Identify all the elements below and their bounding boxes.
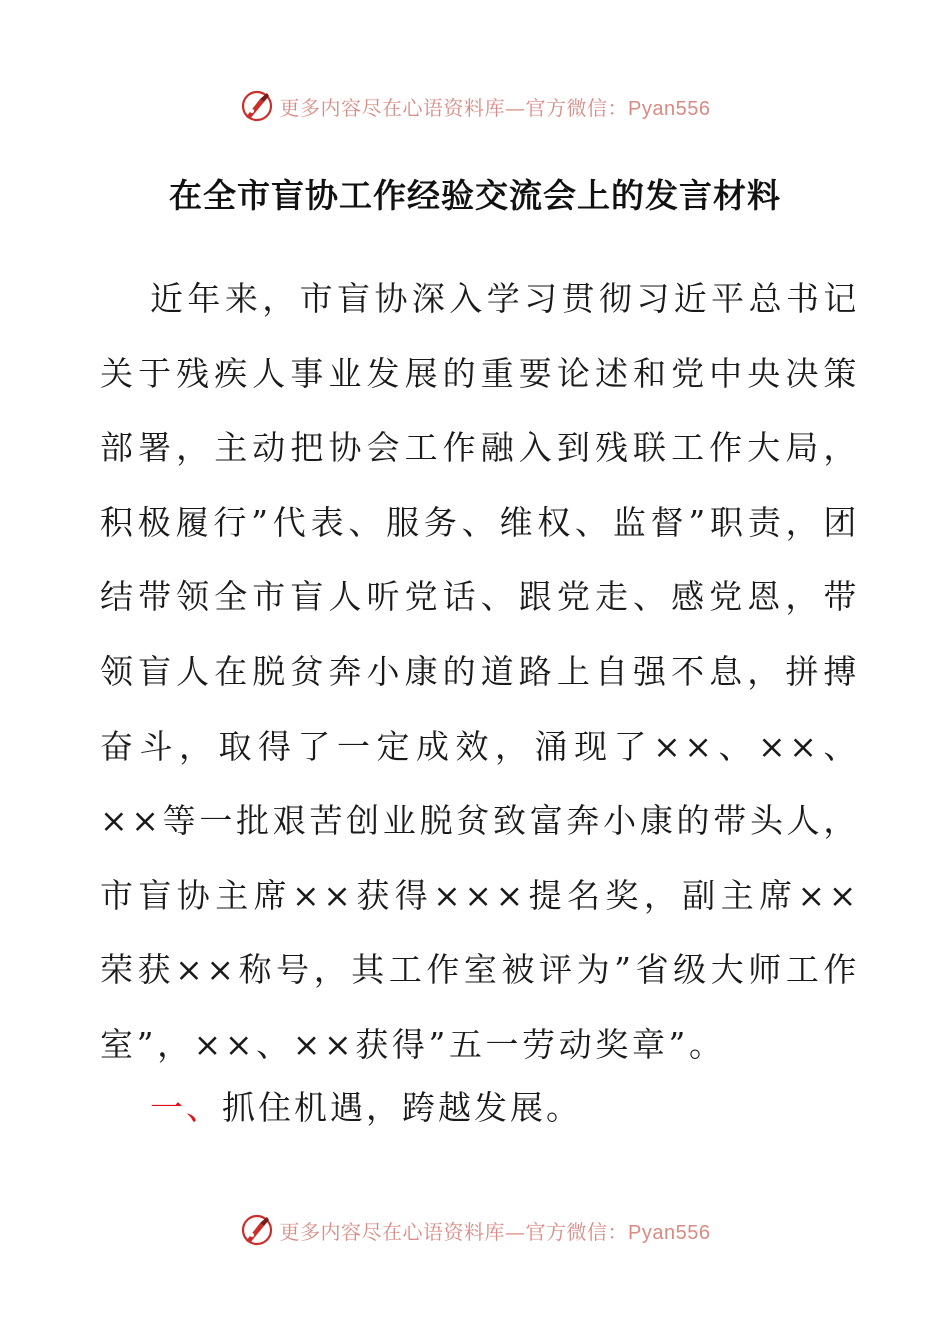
pen-logo-icon [240, 89, 274, 123]
watermark-text: 更多内容尽在心语资料库—官方微信：Pyan556 [279, 1219, 711, 1244]
section-heading [150, 1078, 582, 1138]
pen-logo-icon [240, 1213, 274, 1247]
watermark-text: 更多内容尽在心语资料库—官方微信：Pyan556 [279, 95, 711, 120]
watermark-top [0, 84, 950, 128]
section-heading-text: 抓住机遇，跨越发展。 [222, 1088, 582, 1127]
watermark-bottom [0, 1208, 950, 1252]
section-number: 一、 [150, 1088, 222, 1127]
document-title: 在全市盲协工作经验交流会上的发言材料 [169, 176, 781, 215]
body-paragraph: 近年来，市盲协深入学习贯彻习近平总书记关于残疾人事业发展的重要论述和党中央决策部署，主动把协会工作融入到残联工作大局，积极履行”代表、服务、维权、监督”职责，团结带领全市盲人听党话、跟党走、感党恩，带领盲人在脱贫奔小康的道路上自强不息，拼搏奋斗，取得了一定成效，涌现了××、××、××等一批艰苦创业脱贫致富奔小康的带头人，市盲协主席××获得×××提名奖，副主席××荣获××称号，其工作室被评为”省级大师工作室”，××、××获得”五一劳动奖章”。 [100, 279, 860, 1064]
